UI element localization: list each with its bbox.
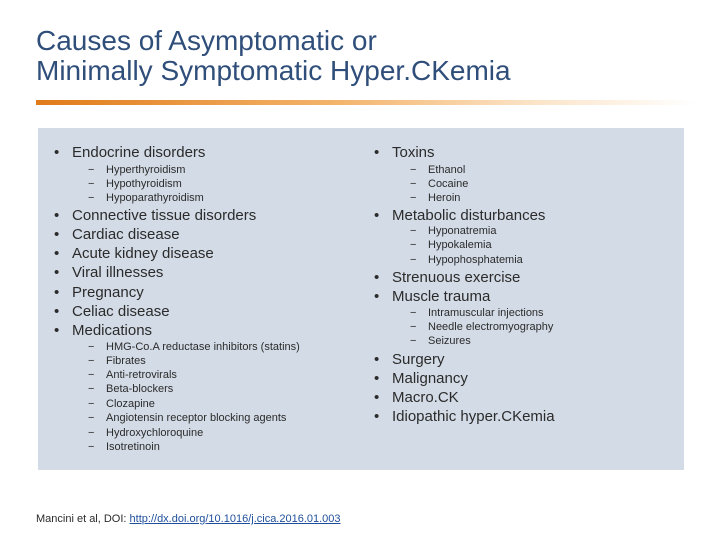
sub-item	[410, 163, 465, 177]
sub-item-label: HMG-Co.A reductase inhibitors (statins)	[106, 341, 300, 353]
list-item	[54, 225, 180, 244]
bullet-icon: •	[54, 144, 60, 161]
sub-item-label: Needle electromyography	[428, 321, 554, 333]
dash-icon: −	[88, 341, 95, 353]
sub-item	[88, 163, 185, 177]
citation	[36, 512, 341, 526]
doi-link[interactable]: http://dx.doi.org/10.1016/j.cica.2016.01.003	[129, 513, 341, 525]
dash-icon: −	[88, 164, 95, 176]
sub-item-label: Hyponatremia	[428, 225, 497, 237]
list-item-label: Celiac disease	[72, 303, 170, 320]
sub-item-label: Fibrates	[106, 355, 146, 367]
list-item	[374, 350, 445, 369]
sub-item-label: Angiotensin receptor blocking agents	[106, 412, 287, 424]
list-item	[374, 388, 459, 407]
sub-item-label: Anti-retrovirals	[106, 369, 177, 381]
list-item-label: Viral illnesses	[72, 264, 164, 281]
sub-item-label: Heroin	[428, 192, 461, 204]
dash-icon: −	[88, 412, 95, 424]
sub-item	[88, 340, 300, 354]
sub-item-label: Hypokalemia	[428, 239, 492, 251]
sub-item	[410, 253, 523, 267]
sub-item	[410, 238, 492, 252]
sub-item	[88, 426, 203, 440]
list-item-label: Muscle trauma	[392, 288, 491, 305]
citation-prefix: Mancini et al, DOI:	[36, 513, 130, 525]
bullet-icon: •	[374, 144, 380, 161]
list-item	[54, 206, 256, 225]
list-item-label: Medications	[72, 322, 153, 339]
list-item-label: Metabolic disturbances	[392, 207, 546, 224]
sub-item-label: Intramuscular injections	[428, 307, 544, 319]
list-item	[374, 268, 520, 287]
sub-item	[410, 334, 471, 348]
dash-icon: −	[88, 369, 95, 381]
title-accent-rule	[36, 100, 696, 105]
bullet-icon: •	[54, 264, 60, 281]
sub-item-label: Cocaine	[428, 178, 469, 190]
slide-title-line-1: Causes of Asymptomatic or	[36, 25, 377, 56]
sub-item	[88, 177, 182, 191]
sub-item	[88, 368, 177, 382]
list-item-label: Pregnancy	[72, 284, 144, 301]
bullet-icon: •	[374, 288, 380, 305]
bullet-icon: •	[374, 389, 380, 406]
sub-item-label: Hypoparathyroidism	[106, 192, 204, 204]
sub-item-label: Hypothyroidism	[106, 178, 182, 190]
bullet-icon: •	[54, 226, 60, 243]
list-item	[54, 283, 144, 302]
list-item-medications	[54, 321, 152, 340]
bullet-icon: •	[374, 370, 380, 387]
list-item	[374, 407, 555, 426]
list-item	[374, 369, 468, 388]
dash-icon: −	[410, 239, 417, 251]
dash-icon: −	[88, 178, 95, 190]
sub-item-label: Hydroxychloroquine	[106, 427, 204, 439]
sub-item-label: Ethanol	[428, 164, 466, 176]
list-item-label: Idiopathic hyper.CKemia	[392, 408, 555, 425]
dash-icon: −	[410, 321, 417, 333]
sub-item-label: Seizures	[428, 335, 471, 347]
bullet-icon: •	[374, 207, 380, 224]
list-item-label: Acute kidney disease	[72, 245, 214, 262]
slide-title	[36, 26, 696, 86]
list-item-label: Toxins	[392, 144, 435, 161]
dash-icon: −	[410, 192, 417, 204]
list-item-endocrine	[54, 143, 205, 162]
dash-icon: −	[410, 178, 417, 190]
bullet-icon: •	[374, 269, 380, 286]
sub-item-label: Beta-blockers	[106, 383, 174, 395]
sub-item-label: Clozapine	[106, 398, 155, 410]
sub-item	[88, 191, 204, 205]
list-item-label: Macro.CK	[392, 389, 459, 406]
dash-icon: −	[88, 427, 95, 439]
list-item-label: Malignancy	[392, 370, 468, 387]
bullet-icon: •	[374, 408, 380, 425]
list-item-label: Strenuous exercise	[392, 269, 521, 286]
list-item-label: Endocrine disorders	[72, 144, 206, 161]
dash-icon: −	[410, 225, 417, 237]
list-item-label: Cardiac disease	[72, 226, 180, 243]
dash-icon: −	[88, 355, 95, 367]
sub-item-label: Hyperthyroidism	[106, 164, 186, 176]
dash-icon: −	[88, 192, 95, 204]
dash-icon: −	[88, 441, 95, 453]
slide-title-line-2: Minimally Symptomatic Hyper.CKemia	[36, 55, 511, 86]
bullet-icon: •	[54, 303, 60, 320]
bullet-icon: •	[54, 322, 60, 339]
list-item-muscle-trauma	[374, 287, 490, 306]
sub-item	[88, 382, 173, 396]
sub-item	[88, 411, 286, 425]
sub-item	[410, 306, 544, 320]
sub-item	[410, 191, 460, 205]
sub-item-label: Hypophosphatemia	[428, 254, 523, 266]
dash-icon: −	[410, 335, 417, 347]
list-item-toxins	[374, 143, 435, 162]
sub-item	[410, 177, 468, 191]
list-item-label: Connective tissue disorders	[72, 207, 257, 224]
sub-item	[88, 397, 155, 411]
bullet-icon: •	[374, 351, 380, 368]
content-panel	[38, 128, 684, 470]
list-item	[54, 302, 170, 321]
list-item-metabolic	[374, 206, 545, 225]
dash-icon: −	[88, 398, 95, 410]
list-item	[54, 263, 163, 282]
dash-icon: −	[410, 307, 417, 319]
sub-item	[88, 440, 160, 454]
dash-icon: −	[410, 254, 417, 266]
sub-item-label: Isotretinoin	[106, 441, 160, 453]
bullet-icon: •	[54, 207, 60, 224]
sub-item	[410, 320, 553, 334]
dash-icon: −	[88, 383, 95, 395]
dash-icon: −	[410, 164, 417, 176]
sub-item	[88, 354, 146, 368]
sub-item	[410, 224, 496, 238]
bullet-icon: •	[54, 245, 60, 262]
list-item	[54, 244, 214, 263]
list-item-label: Surgery	[392, 351, 445, 368]
bullet-icon: •	[54, 284, 60, 301]
